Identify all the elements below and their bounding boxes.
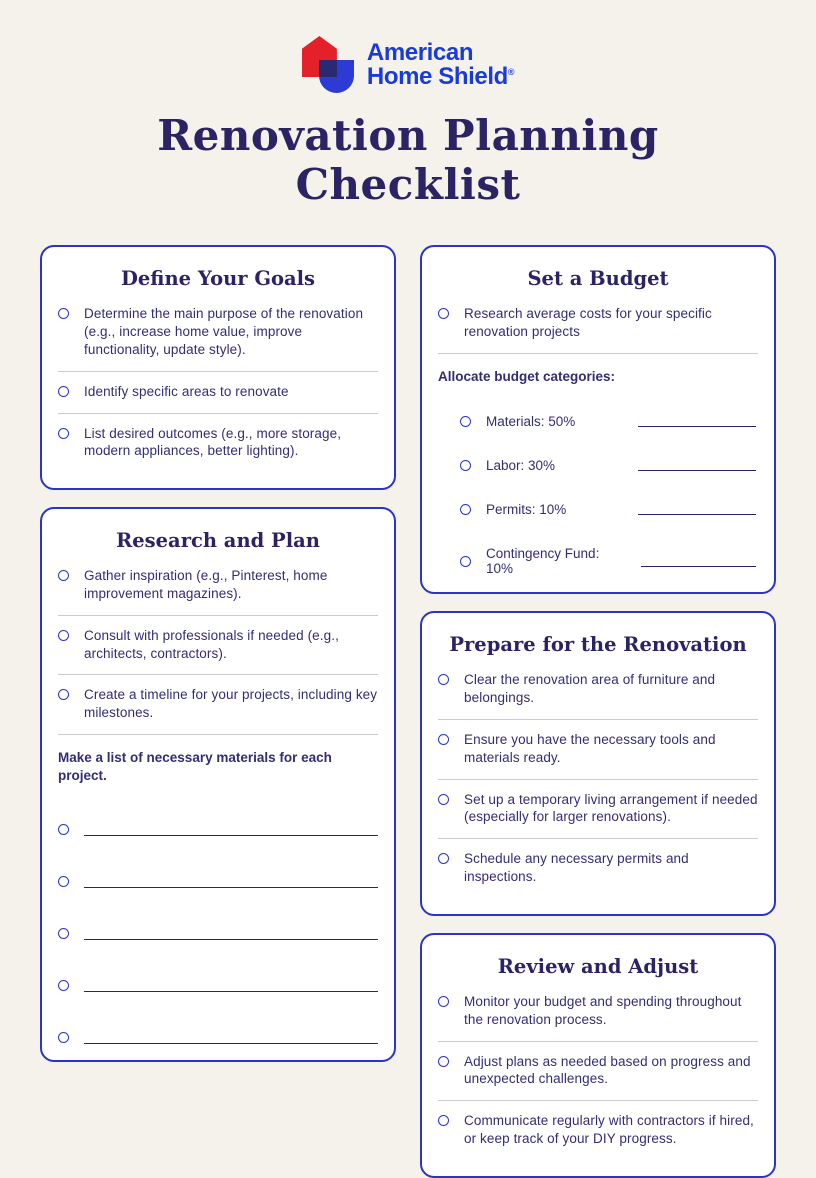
checkbox-circle[interactable] — [438, 734, 449, 745]
checklist-item — [58, 616, 378, 676]
checkbox-circle[interactable] — [460, 504, 471, 515]
card-columns — [0, 245, 816, 1178]
materials-list-subheading: Make a list of necessary materials for each project. — [58, 750, 332, 783]
checkbox-circle[interactable] — [58, 876, 69, 887]
budget-label: Labor: 30% — [486, 458, 556, 474]
checkbox-circle[interactable] — [460, 460, 471, 471]
checkbox-circle[interactable] — [58, 1032, 69, 1043]
checklist-item-text: Adjust plans as needed based on progress and unexpected challenges. — [464, 1053, 751, 1087]
house-shield-logo-icon — [302, 36, 354, 93]
checklist-item — [58, 556, 378, 616]
budget-label: Permits: 10% — [486, 502, 567, 518]
card-title: Research and Plan — [116, 529, 320, 553]
checkbox-circle[interactable] — [438, 853, 449, 864]
checkbox-circle[interactable] — [438, 1115, 449, 1126]
checklist-item-text: Set up a temporary living arrangement if needed (especially for larger renovations). — [464, 791, 758, 825]
checklist-item-text: Gather inspiration (e.g., Pinterest, home improvement magazines). — [84, 568, 328, 601]
checklist-item-text: Communicate regularly with contractors if hired, or keep track of your DIY progress. — [464, 1113, 754, 1146]
brand-name — [366, 38, 515, 90]
page-title-line1: Renovation Planning — [157, 111, 659, 160]
checkbox-circle[interactable] — [58, 386, 69, 397]
checklist-item — [438, 1042, 758, 1102]
brand-name-line2: Home Shield® — [366, 62, 515, 90]
card-title: Define Your Goals — [120, 267, 316, 291]
card-title: Set a Budget — [527, 267, 669, 291]
checkbox-circle[interactable] — [460, 556, 471, 567]
fill-in-line[interactable] — [84, 823, 378, 836]
checkbox-circle[interactable] — [58, 570, 69, 581]
checkbox-circle[interactable] — [58, 630, 69, 641]
checklist-item — [438, 660, 758, 720]
fill-in-line[interactable] — [638, 504, 756, 515]
brand-logo — [0, 0, 816, 93]
checkbox-circle[interactable] — [460, 416, 471, 427]
checklist-item-text: Ensure you have the necessary tools and materials ready. — [464, 732, 716, 765]
checkbox-circle[interactable] — [438, 674, 449, 685]
checklist-item-text: Identify specific areas to renovate — [84, 383, 289, 399]
page-title — [0, 111, 816, 209]
checkbox-circle[interactable] — [438, 794, 449, 805]
checkbox-circle[interactable] — [438, 308, 449, 319]
fill-in-line[interactable] — [638, 460, 756, 471]
checkbox-circle[interactable] — [438, 996, 449, 1007]
budget-categories-subheading: Allocate budget categories: — [438, 368, 616, 384]
fill-in-line[interactable] — [641, 556, 756, 567]
fill-in-line[interactable] — [638, 416, 756, 427]
card-prepare-for-renovation — [420, 611, 776, 916]
blank-checklist-row — [58, 1029, 378, 1044]
checklist-item — [58, 372, 378, 414]
checkbox-circle[interactable] — [58, 980, 69, 991]
budget-row-contingency — [460, 546, 758, 576]
checklist-item-text: Research average costs for your specific renovation projects — [464, 306, 712, 340]
card-review-and-adjust — [420, 933, 776, 1178]
fill-in-line[interactable] — [84, 875, 378, 888]
fill-in-line[interactable] — [84, 927, 378, 940]
logo-overlap-shape — [319, 60, 337, 77]
checklist-item — [58, 294, 378, 371]
card-define-your-goals — [40, 245, 396, 490]
checkbox-circle[interactable] — [58, 928, 69, 939]
blank-checklist-row — [58, 925, 378, 940]
card-title: Prepare for the Renovation — [449, 633, 747, 657]
card-set-a-budget — [420, 245, 776, 594]
card-research-and-plan — [40, 507, 396, 1062]
budget-label: Contingency Fund: 10% — [486, 546, 600, 577]
checklist-item — [58, 675, 378, 735]
blank-checklist-row — [58, 821, 378, 836]
left-column — [40, 245, 396, 1062]
checklist-item-text: Clear the renovation area of furniture and belongings. — [464, 672, 716, 706]
checklist-item-text: Create a timeline for your projects, including key milestones. — [84, 687, 378, 721]
checklist-item — [438, 294, 758, 354]
budget-row-permits — [460, 502, 758, 517]
budget-label: Materials: 50% — [486, 414, 576, 430]
brand-name-line1: American — [366, 38, 474, 66]
checklist-item-text: Schedule any necessary permits and inspections. — [464, 851, 689, 885]
checkbox-circle[interactable] — [58, 824, 69, 835]
checklist-item-text: List desired outcomes (e.g., more storage, modern appliances, better lighting). — [84, 425, 342, 459]
page-title-line2: Checklist — [295, 160, 521, 210]
checklist-item-text: Monitor your budget and spending throughout the renovation process. — [464, 993, 742, 1027]
budget-row-labor — [460, 458, 758, 473]
checklist-item — [438, 720, 758, 780]
checklist-item — [438, 1101, 758, 1160]
budget-row-materials — [460, 414, 758, 429]
checklist-item-text: Determine the main purpose of the renovation (e.g., increase home value, improve functionality, update style). — [84, 306, 364, 357]
fill-in-line[interactable] — [84, 979, 378, 992]
checklist-item — [438, 780, 758, 840]
checklist-item — [58, 414, 378, 473]
checklist-item — [438, 982, 758, 1042]
checkbox-circle[interactable] — [58, 308, 69, 319]
right-column — [420, 245, 776, 1178]
checklist-item — [438, 839, 758, 898]
fill-in-line[interactable] — [84, 1031, 378, 1044]
blank-checklist-row — [58, 873, 378, 888]
checklist-item-text: Consult with professionals if needed (e.g., architects, contractors). — [84, 627, 339, 661]
checkbox-circle[interactable] — [58, 689, 69, 700]
blank-checklist-row — [58, 977, 378, 992]
checkbox-circle[interactable] — [58, 428, 69, 439]
checkbox-circle[interactable] — [438, 1056, 449, 1067]
card-title: Review and Adjust — [497, 954, 699, 978]
registered-trademark: ® — [507, 66, 515, 77]
